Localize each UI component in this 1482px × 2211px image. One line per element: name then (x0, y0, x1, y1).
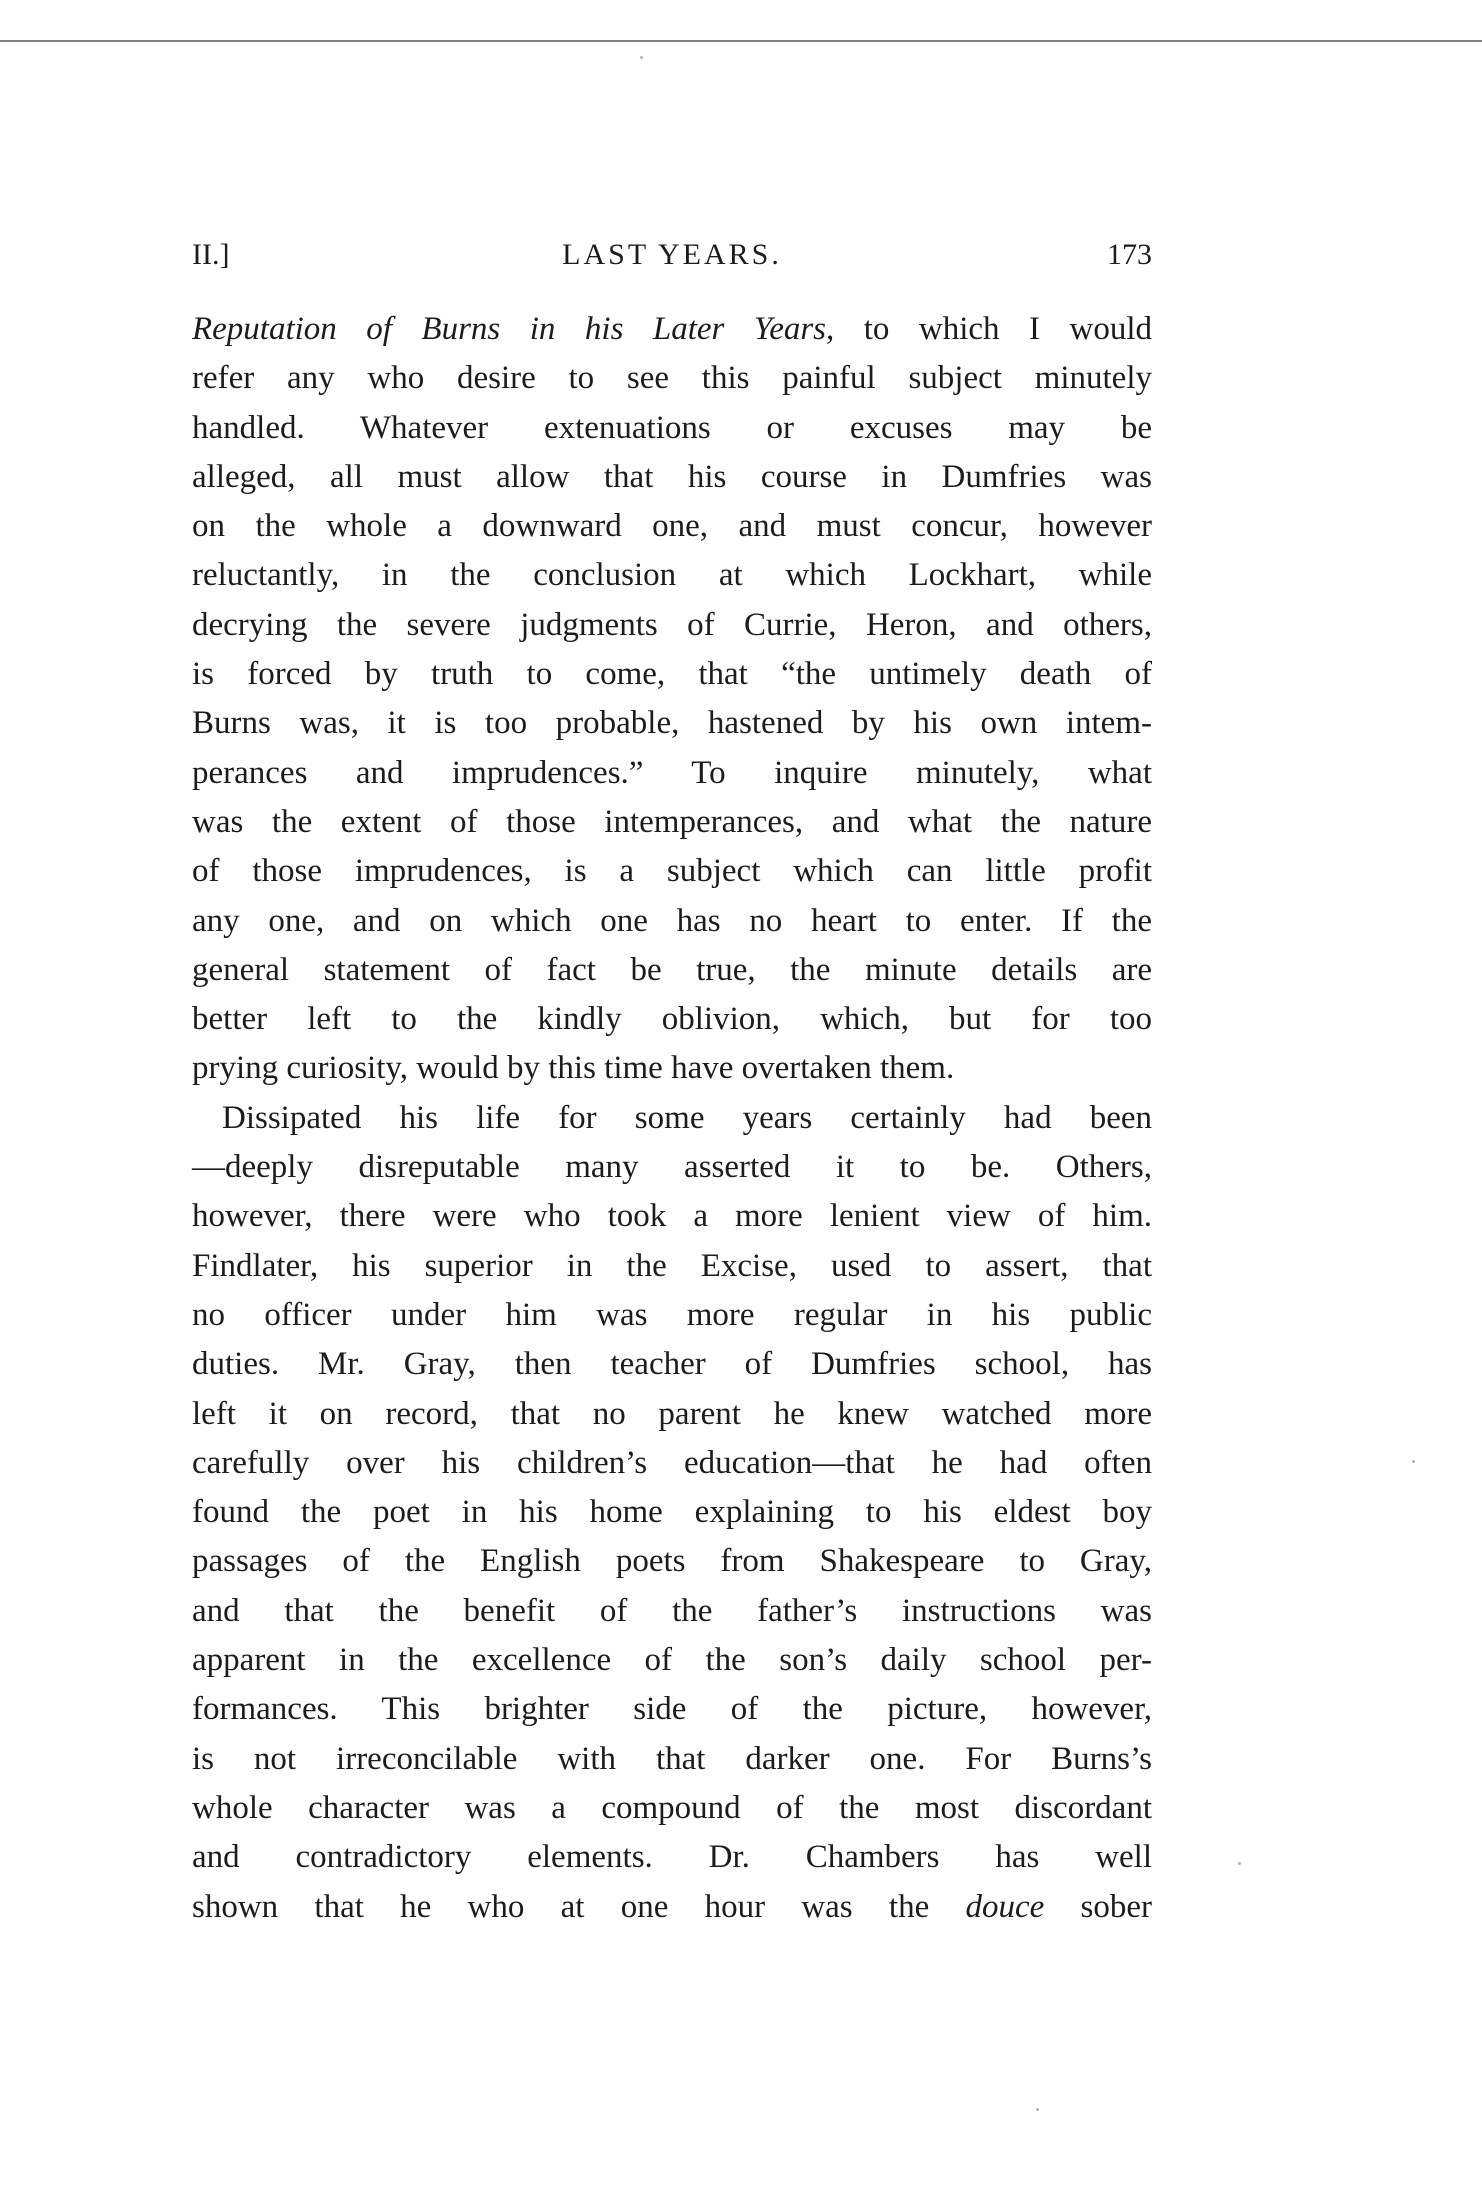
text-line: of those imprudences, is a subject which can little profit (192, 853, 1152, 890)
text-line: left it on record, that no parent he knew watched more (192, 1395, 1152, 1432)
page-number: 173 (1107, 238, 1152, 271)
text-line: found the poet in his home explaining to his eldest boy (192, 1494, 1152, 1531)
text-line: perances and imprudences.” To inquire minutely, what (192, 754, 1152, 791)
text-line: Reputation of Burns in his Later Years, to which I would (192, 311, 1152, 347)
scan-speck (1238, 1862, 1241, 1865)
paragraph-1 (192, 305, 1152, 1094)
text-line: is not irreconcilable with that darker one. For Burns’s (192, 1740, 1152, 1777)
text-line: Findlater, his superior in the Excise, used to assert, that (192, 1247, 1152, 1284)
text-line: and contradictory elements. Dr. Chambers has well (192, 1839, 1152, 1876)
text-line: however, there were who took a more lenient view of him. (192, 1198, 1152, 1235)
scan-speck (640, 56, 643, 59)
text-line: Burns was, it is too probable, hastened by his own intem- (192, 705, 1152, 742)
text-line: refer any who desire to see this painful subject minutely (192, 360, 1152, 397)
text-line: formances. This brighter side of the picture, however, (192, 1691, 1152, 1728)
scan-edge-rule (0, 40, 1482, 42)
text-line: general statement of fact be true, the minute details are (192, 951, 1152, 988)
text-line: shown that he who at one hour was the douce sober (192, 1888, 1152, 1925)
text-line: prying curiosity, would by this time have overtaken them. (192, 1050, 955, 1087)
text-line: decrying the severe judgments of Currie, Heron, and others, (192, 606, 1152, 643)
text-line: —deeply disreputable many asserted it to be. Others, (192, 1149, 1152, 1186)
text-line: whole character was a compound of the most discordant (192, 1789, 1152, 1826)
text-line: any one, and on which one has no heart to enter. If the (192, 902, 1152, 939)
text-line: Dissipated his life for some years certainly had been (222, 1099, 1152, 1136)
text-line: better left to the kindly oblivion, which, but for too (192, 1001, 1152, 1038)
text-line: apparent in the excellence of the son’s daily school per- (192, 1642, 1152, 1679)
running-head (192, 238, 1152, 286)
text-line: no officer under him was more regular in his public (192, 1296, 1152, 1333)
text-line: passages of the English poets from Shakespeare to Gray, (192, 1543, 1152, 1580)
text-line: alleged, all must allow that his course in Dumfries was (192, 458, 1152, 495)
body-text (192, 305, 1152, 1932)
text-line: duties. Mr. Gray, then teacher of Dumfries school, has (192, 1346, 1152, 1383)
scan-speck (1412, 1460, 1415, 1463)
text-line: on the whole a downward one, and must concur, however (192, 508, 1152, 545)
text-line: reluctantly, in the conclusion at which Lockhart, while (192, 557, 1152, 594)
paragraph-2 (192, 1094, 1152, 1932)
chapter-marker: II.] (192, 238, 230, 271)
text-line: carefully over his children’s education—that he had often (192, 1444, 1152, 1481)
scan-speck (1036, 2108, 1039, 2111)
text-line: handled. Whatever extenuations or excuses may be (192, 409, 1152, 446)
running-title: LAST YEARS. (562, 238, 782, 271)
text-line: and that the benefit of the father’s instructions was (192, 1592, 1152, 1629)
italic-phrase: douce (965, 1888, 1045, 1925)
text-line: is forced by truth to come, that “the untimely death of (192, 656, 1152, 693)
text-line: was the extent of those intemperances, and what the nature (192, 803, 1152, 840)
italic-phrase: Reputation of Burns in his Later Years (192, 311, 827, 347)
